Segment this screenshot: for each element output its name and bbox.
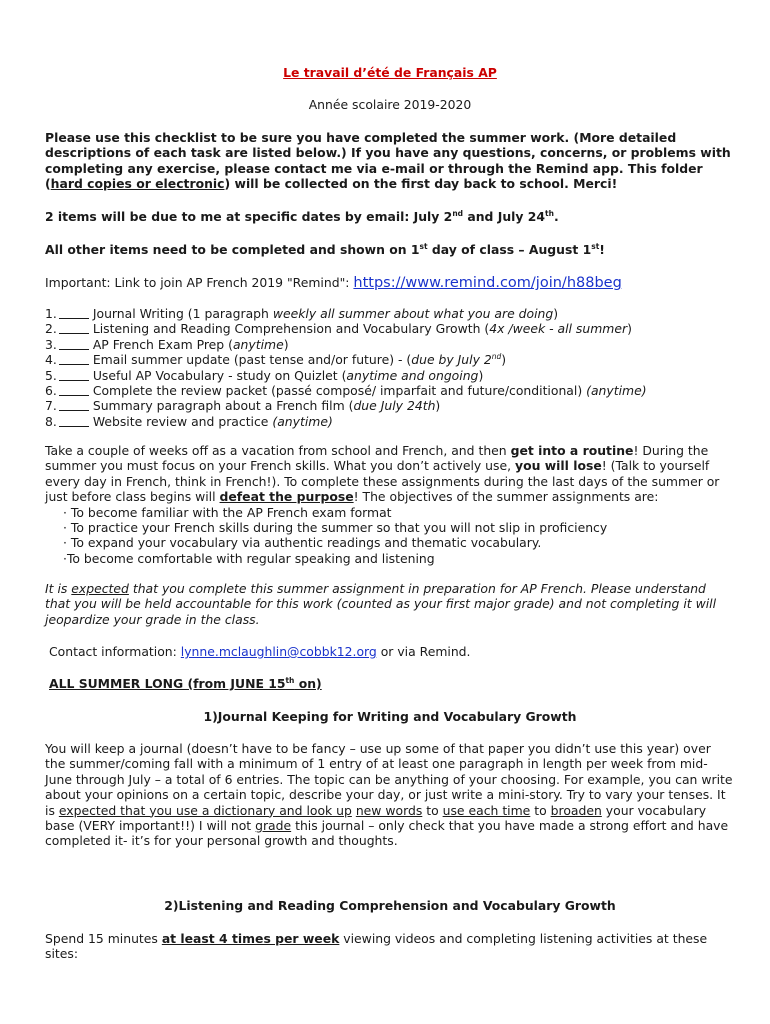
remind-link[interactable]: https://www.remind.com/join/h88beg [353,275,622,291]
routine-paragraph: Take a couple of weeks off as a vacation from school and French, and then get into a routine! During the summer you must focus on your French skills. What you don’t actively use, you will lose! (Talk to yourself every day in French, think in French!). To complete these assignments during the last days of the summer or just before class begins will defeat the purpose! The objectives of the summer assignments are: · To become familiar with the AP French exam format · To practice your French skills during the summer so that you will not slip in proficiency · To expand your vocabulary via authentic readings and thematic vocabulary. ·To become comfortable with regular speaking and listening [45,443,735,566]
section-2-heading: 2)Listening and Reading Comprehension and Vocabulary Growth [164,898,616,913]
section-1-heading: 1)Journal Keeping for Writing and Vocabulary Growth [203,709,577,724]
section-2-paragraph: Spend 15 minutes at least 4 times per week viewing videos and completing listening activities at these sites: [45,931,708,962]
checklist-item: 3. AP French Exam Prep (anytime) [45,336,289,352]
checklist-number: 7. [45,398,57,414]
checklist-blank [59,384,89,396]
all-summer-heading: ALL SUMMER LONG (from JUNE 15th on) [49,676,322,691]
checklist-number: 1. [45,306,57,321]
objective-item: · To become familiar with the AP French exam format [63,504,392,520]
checklist-item: 4. Email summer update (past tense and/or future) - (due by July 2nd) [45,352,507,368]
contact-email-link[interactable]: lynne.mclaughlin@cobbk12.org [180,644,377,659]
checklist-number: 8. [45,413,57,429]
expected-paragraph: It is expected that you complete this summer assignment in preparation for AP French. Please understand that you will be held accountable for this work (counted as your first major grade) and not completing it will jeopardize your grade in the class. [45,581,717,627]
checklist-item: 5. Useful AP Vocabulary - study on Quizlet (anytime and ongoing) [45,367,484,383]
checklist-number: 5. [45,367,57,383]
due-dates-line: 2 items will be due to me at specific dates by email: July 2nd and July 24th. [45,209,559,224]
checklist-blank [59,338,89,350]
remind-line [45,275,735,291]
checklist-blank [59,307,89,319]
checklist-item: 6. Complete the review packet (passé composé/ imparfait and future/conditional) (anytime) [45,383,647,399]
section-1-paragraph: You will keep a journal (doesn’t have to be fancy – use up some of that paper you didn’t use this year) over the summer/coming fall with a minimum of 1 entry of at least one paragraph in length per week from mid-June through July – a total of 6 entries. The topic can be anything of your choosing. For example, you can write about your opinions on a certain topic, describe your day, or just write a mini-story. Try to vary your tenses. It is expected that you use a dictionary and look up new words to use each time to broaden your vocabulary base (VERY important!!) I will not grade this journal – only check that you have made a strong effort and have completed it- it’s for your personal growth and thoughts. [45,741,733,849]
checklist [45,306,735,429]
school-year: Année scolaire 2019-2020 [308,97,472,112]
checklist-number: 6. [45,383,57,399]
checklist-blank [59,399,89,411]
objective-item: ·To become comfortable with regular speaking and listening [63,550,435,566]
checklist-number: 2. [45,321,57,337]
checklist-number: 3. [45,336,57,352]
document-title: Le travail d’été de Français AP [283,65,497,80]
objective-item: · To practice your French skills during the summer so that you will not slip in proficiency [63,520,608,536]
checklist-blank [59,415,89,427]
first-day-line: All other items need to be completed and shown on 1st day of class – August 1st! [45,242,605,257]
checklist-item: 7. Summary paragraph about a French film (due July 24th) [45,398,441,414]
objective-item: · To expand your vocabulary via authentic readings and thematic vocabulary. [63,535,542,551]
contact-line: Contact information: lynne.mclaughlin@cobbk12.org or via Remind. [49,644,471,659]
hard-copies-text: hard copies or electronic [50,176,225,192]
intro-paragraph: Please use this checklist to be sure you have completed the summer work. (More detailed descriptions of each task are listed below.) If you have any questions, concerns, or problems with completing any exercise, please contact me via e-mail or through the Remind app. This folder (hard copies or electronic) will be collected on the first day back to school. Merci! [45,130,731,192]
checklist-blank [59,369,89,381]
checklist-item: 8. Website review and practice (anytime) [45,413,333,429]
checklist-item: 2. Listening and Reading Comprehension and Vocabulary Growth (4x /week - all summer) [45,321,632,337]
checklist-blank [59,322,89,334]
checklist-number: 4. [45,352,57,368]
checklist-item: 1. Journal Writing (1 paragraph weekly all summer about what you are doing) [45,306,559,321]
checklist-blank [59,353,89,365]
remind-label: Important: Link to join AP French 2019 "Remind": [45,275,354,290]
